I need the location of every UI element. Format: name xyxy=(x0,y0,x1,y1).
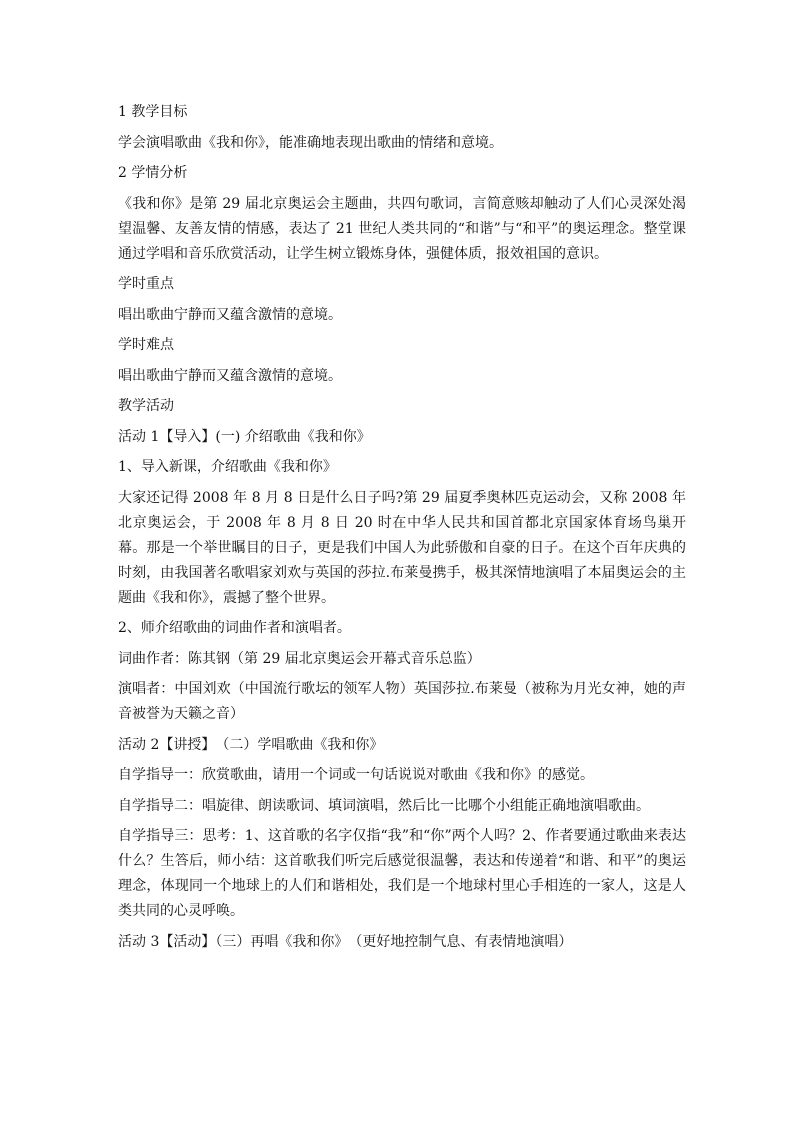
activity-1-step-1: 1、导入新课，介绍歌曲《我和你》 xyxy=(118,459,337,475)
activity-3-heading: 活动 3【活动】（三）再唱《我和你》 （更好地控制气息、有表情地演唱） xyxy=(118,933,573,950)
singer-info: 演唱者：中国刘欢（中国流行歌坛的领军人物）英国莎拉.布莱曼（被称为月光女神，她的声音被誉为天籁之音） xyxy=(118,681,686,722)
activity-1-step-2: 2、师介绍歌曲的词曲作者和演唱者。 xyxy=(118,620,351,636)
composer-info: 词曲作者：陈其钢（第 29 届北京奥运会开幕式音乐总监） xyxy=(118,650,481,667)
document-page xyxy=(118,100,686,960)
heading-student-analysis: 2 学情分析 xyxy=(118,165,188,181)
teaching-goal-text: 学会演唱歌曲《我和你》，能准确地表现出歌曲的情绪和意境。 xyxy=(118,134,503,151)
activity-2-heading: 活动 2【讲授】 （二）学唱歌曲《我和你》 xyxy=(118,736,384,753)
heading-teaching-activities: 教学活动 xyxy=(118,398,174,414)
heading-difficulties: 学时难点 xyxy=(118,337,174,353)
key-points-text: 唱出歌曲宁静而又蕴含激情的意境。 xyxy=(118,306,342,323)
heading-teaching-goal: 1 教学目标 xyxy=(118,104,188,120)
difficulties-text: 唱出歌曲宁静而又蕴含激情的意境。 xyxy=(118,367,342,384)
activity-1-heading: 活动 1【导入】(一) 介绍歌曲《我和你》 xyxy=(118,428,371,445)
self-study-guide-2: 自学指导二：唱旋律、朗读歌词、填词演唱，然后比一比哪个小组能正确地演唱歌曲。 xyxy=(118,797,650,814)
heading-key-points: 学时重点 xyxy=(118,276,174,292)
self-study-guide-1: 自学指导一：欣赏歌曲，请用一个词或一句话说说对歌曲《我和你》的感觉。 xyxy=(118,767,594,783)
activity-1-intro-text: 大家还记得 2008 年 8 月 8 日是什么日子吗?第 29 届夏季奥林匹克运动会，又称 2008 年北京奥运会，于 2008 年 8 月 8 日 20 时在中华人民共和国首都北京国家体育场鸟巢开幕。那是一个举世瞩目的日子，更是我们中国人为此骄傲和自豪的日子。在这个百年庆典的时刻，由我国著名歌唱家刘欢与英国的莎拉.布莱曼携手，极其深情地演唱了本届奥运会的主题曲《我和你》，震撼了整个世界。 xyxy=(118,489,686,606)
self-study-guide-3: 自学指导三：思考：1、这首歌的名字仅指“我”和“你”两个人吗？2、作者要通过歌曲来表达什么？生答后，师小结：这首歌我们听完后感觉很温馨，表达和传递着“和谐、和平”的奥运理念，体现同一个地球上的人们和谐相处，我们是一个地球村里心手相连的一家人，这是人类共同的心灵呼唤。 xyxy=(118,828,686,919)
student-analysis-text: 《我和你》是第 29 届北京奥运会主题曲，共四句歌词，言简意赅却触动了人们心灵深处渴望温馨、友善友情的情感，表达了 21 世纪人类共同的“和谐”与“和平”的奥运理念。整堂课通过学唱和音乐欣赏活动，让学生树立锻炼身体，强健体质，报效祖国的意识。 xyxy=(118,195,686,262)
